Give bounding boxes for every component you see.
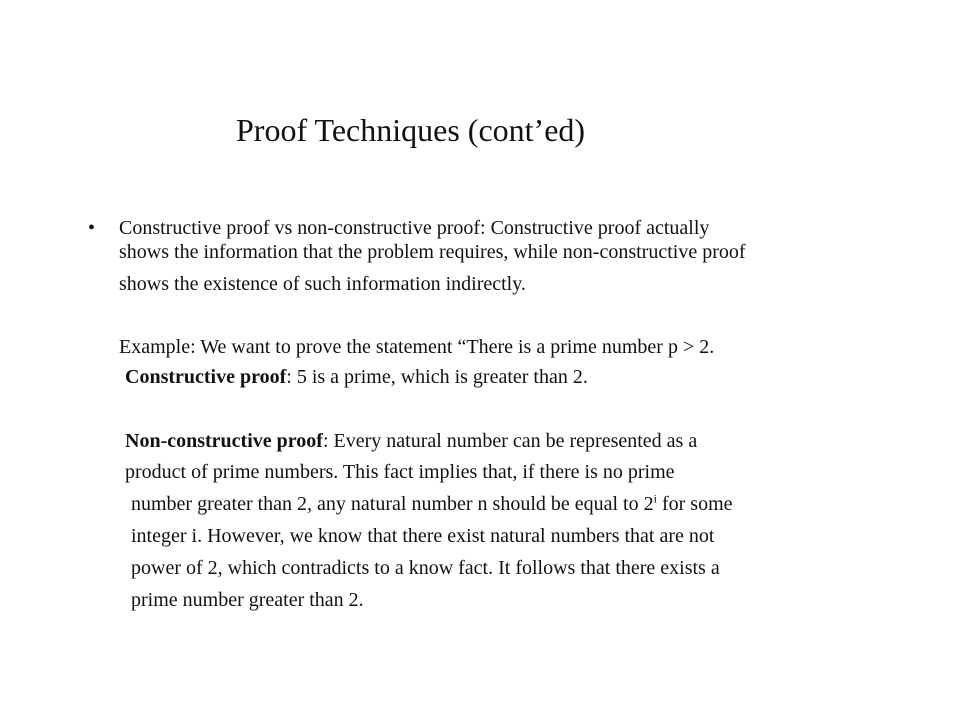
line3-pre: number greater than 2, any natural number n should be equal to 2 — [131, 493, 654, 515]
constructive-proof-text: : 5 is a prime, which is greater than 2. — [286, 366, 588, 388]
slide-title: Proof Techniques (cont’ed) — [236, 112, 586, 148]
line3-post: for some — [656, 493, 733, 515]
bullet-line-2: shows the information that the problem requires, while non-constructive proof — [119, 241, 746, 263]
nonconstructive-proof-text: : Every natural number can be represented as a — [322, 430, 698, 452]
constructive-proof-label: Constructive proof — [125, 366, 287, 388]
nonconstructive-proof-line-6: prime number greater than 2. — [131, 589, 364, 611]
example-line: Example: We want to prove the statement “There is a prime number p > 2. — [119, 336, 715, 358]
constructive-proof-line — [125, 365, 588, 389]
nonconstructive-proof-line-4: integer i. However, we know that there exist natural numbers that are not — [131, 525, 715, 547]
exponent-i: i — [653, 491, 657, 506]
bullet-point-icon: • — [88, 217, 96, 239]
nonconstructive-proof-line-5: power of 2, which contradicts to a know fact. It follows that there exists a — [131, 557, 720, 579]
bullet-line-1: Constructive proof vs non-constructive proof: Constructive proof actually — [119, 217, 710, 239]
nonconstructive-proof-label: Non-constructive proof — [125, 430, 323, 452]
nonconstructive-proof-line-2: product of prime numbers. This fact implies that, if there is no prime — [125, 461, 675, 483]
bullet-line-3: shows the existence of such information indirectly. — [119, 273, 526, 295]
nonconstructive-proof-line-3 — [131, 492, 733, 516]
nonconstructive-proof-line-1 — [125, 429, 697, 453]
